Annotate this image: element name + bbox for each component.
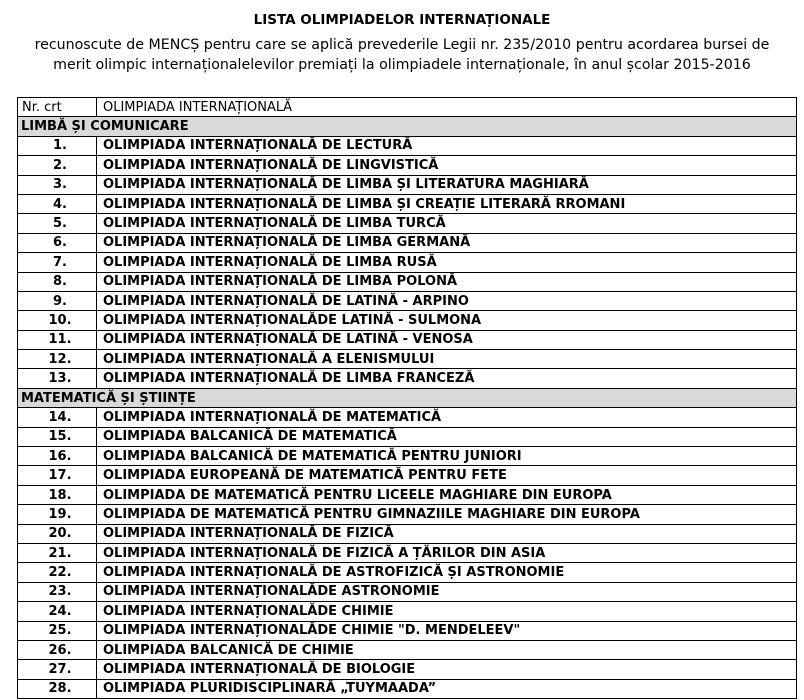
table-row	[18, 291, 797, 310]
row-number: 24.	[18, 602, 97, 621]
table-row	[18, 582, 797, 601]
row-number: 20.	[18, 524, 97, 543]
olympiad-name: OLIMPIADA INTERNAȚIONALĂ DE LINGVISTICĂ	[97, 156, 797, 175]
table-row	[18, 466, 797, 485]
table-row	[18, 543, 797, 562]
olympiad-name: OLIMPIADA INTERNAȚIONALĂ DE MATEMATICĂ	[97, 408, 797, 427]
olympiad-name: OLIMPIADA DE MATEMATICĂ PENTRU GIMNAZIILE MAGHIARE DIN EUROPA	[97, 505, 797, 524]
olympiad-name: OLIMPIADA INTERNAȚIONALĂDE CHIMIE "D. MENDELEEV"	[97, 621, 797, 640]
row-number: 22.	[18, 563, 97, 582]
row-number: 2.	[18, 156, 97, 175]
olympiad-name: OLIMPIADA BALCANICĂ DE MATEMATICĂ	[97, 427, 797, 446]
olympiad-name: OLIMPIADA INTERNAȚIONALĂDE CHIMIE	[97, 602, 797, 621]
row-number: 25.	[18, 621, 97, 640]
table-row	[18, 524, 797, 543]
table-row	[18, 408, 797, 427]
olympiad-table-body	[18, 98, 797, 699]
row-number: 27.	[18, 660, 97, 679]
subtitle-line-2: merit olimpic internaționalelevilor premiați la olimpiadele internaționale, în anul școlar 2015-2016	[53, 57, 751, 73]
table-row	[18, 272, 797, 291]
row-number: 5.	[18, 214, 97, 233]
olympiad-name: OLIMPIADA INTERNAȚIONALĂ DE LIMBA TURCĂ	[97, 214, 797, 233]
olympiad-name: OLIMPIADA INTERNAȚIONALĂ DE LIMBA POLONĂ	[97, 272, 797, 291]
olympiad-name: OLIMPIADA INTERNAȚIONALĂ DE ASTROFIZICĂ ȘI ASTRONOMIE	[97, 563, 797, 582]
row-number: 4.	[18, 194, 97, 213]
table-header-row	[18, 98, 797, 117]
row-number: 13.	[18, 369, 97, 388]
olympiad-name: OLIMPIADA DE MATEMATICĂ PENTRU LICEELE MAGHIARE DIN EUROPA	[97, 485, 797, 504]
category-label: LIMBĂ ȘI COMUNICARE	[18, 117, 797, 136]
row-number: 16.	[18, 447, 97, 466]
olympiad-table	[17, 97, 797, 699]
row-number: 1.	[18, 136, 97, 155]
table-row	[18, 369, 797, 388]
olympiad-name: OLIMPIADA INTERNAȚIONALĂDE LATINĂ - SULMONA	[97, 311, 797, 330]
olympiad-name: OLIMPIADA INTERNAȚIONALĂ DE FIZICĂ A ȚĂRILOR DIN ASIA	[97, 543, 797, 562]
category-row	[18, 388, 797, 407]
table-row	[18, 563, 797, 582]
row-number: 6.	[18, 233, 97, 252]
table-row	[18, 660, 797, 679]
olympiad-name: OLIMPIADA INTERNAȚIONALĂ DE FIZICĂ	[97, 524, 797, 543]
row-number: 15.	[18, 427, 97, 446]
header-olympiad: OLIMPIADA INTERNAȚIONALĂ	[97, 98, 797, 117]
row-number: 28.	[18, 679, 97, 698]
olympiad-name: OLIMPIADA INTERNAȚIONALĂ A ELENISMULUI	[97, 350, 797, 369]
row-number: 11.	[18, 330, 97, 349]
table-row	[18, 233, 797, 252]
row-number: 14.	[18, 408, 97, 427]
olympiad-name: OLIMPIADA INTERNAȚIONALĂ DE BIOLOGIE	[97, 660, 797, 679]
table-row	[18, 156, 797, 175]
row-number: 3.	[18, 175, 97, 194]
table-row	[18, 330, 797, 349]
row-number: 12.	[18, 350, 97, 369]
table-row	[18, 311, 797, 330]
table-row	[18, 214, 797, 233]
row-number: 10.	[18, 311, 97, 330]
table-row	[18, 175, 797, 194]
header-nr-crt: Nr. crt	[18, 98, 97, 117]
document-title: LISTA OLIMPIADELOR INTERNAȚIONALE	[253, 12, 551, 28]
olympiad-name: OLIMPIADA INTERNAȚIONALĂ DE LATINĂ - ARPINO	[97, 291, 797, 310]
table-row	[18, 447, 797, 466]
olympiad-name: OLIMPIADA INTERNAȚIONALĂ DE LIMBA GERMANĂ	[97, 233, 797, 252]
olympiad-name: OLIMPIADA INTERNAȚIONALĂ DE LIMBA ȘI CREAȚIE LITERARĂ RROMANI	[97, 194, 797, 213]
row-number: 17.	[18, 466, 97, 485]
row-number: 7.	[18, 253, 97, 272]
row-number: 21.	[18, 543, 97, 562]
row-number: 18.	[18, 485, 97, 504]
olympiad-name: OLIMPIADA INTERNAȚIONALĂ DE LECTURĂ	[97, 136, 797, 155]
document-subtitle	[0, 35, 804, 75]
category-row	[18, 117, 797, 136]
table-row	[18, 350, 797, 369]
olympiad-name: OLIMPIADA INTERNAȚIONALĂ DE LIMBA RUSĂ	[97, 253, 797, 272]
table-row	[18, 602, 797, 621]
table-row	[18, 640, 797, 659]
olympiad-name: OLIMPIADA INTERNAȚIONALĂ DE LATINĂ - VENOSA	[97, 330, 797, 349]
table-row	[18, 253, 797, 272]
table-row	[18, 485, 797, 504]
row-number: 26.	[18, 640, 97, 659]
table-row	[18, 679, 797, 698]
row-number: 9.	[18, 291, 97, 310]
table-row	[18, 505, 797, 524]
subtitle-line-1: recunoscute de MENCȘ pentru care se aplică prevederile Legii nr. 235/2010 pentru acordarea bursei de	[34, 37, 770, 53]
table-row	[18, 621, 797, 640]
olympiad-name: OLIMPIADA INTERNAȚIONALĂ DE LIMBA ȘI LITERATURA MAGHIARĂ	[97, 175, 797, 194]
row-number: 19.	[18, 505, 97, 524]
olympiad-name: OLIMPIADA BALCANICĂ DE MATEMATICĂ PENTRU JUNIORI	[97, 447, 797, 466]
olympiad-name: OLIMPIADA BALCANICĂ DE CHIMIE	[97, 640, 797, 659]
olympiad-name: OLIMPIADA PLURIDISCIPLINARĂ „TUYMAADA”	[97, 679, 797, 698]
table-row	[18, 136, 797, 155]
row-number: 8.	[18, 272, 97, 291]
olympiad-name: OLIMPIADA INTERNAȚIONALĂ DE LIMBA FRANCEZĂ	[97, 369, 797, 388]
table-row	[18, 194, 797, 213]
category-label: MATEMATICĂ ȘI ȘTIINȚE	[18, 388, 797, 407]
table-row	[18, 427, 797, 446]
olympiad-name: OLIMPIADA EUROPEANĂ DE MATEMATICĂ PENTRU FETE	[97, 466, 797, 485]
row-number: 23.	[18, 582, 97, 601]
olympiad-name: OLIMPIADA INTERNAȚIONALĂDE ASTRONOMIE	[97, 582, 797, 601]
